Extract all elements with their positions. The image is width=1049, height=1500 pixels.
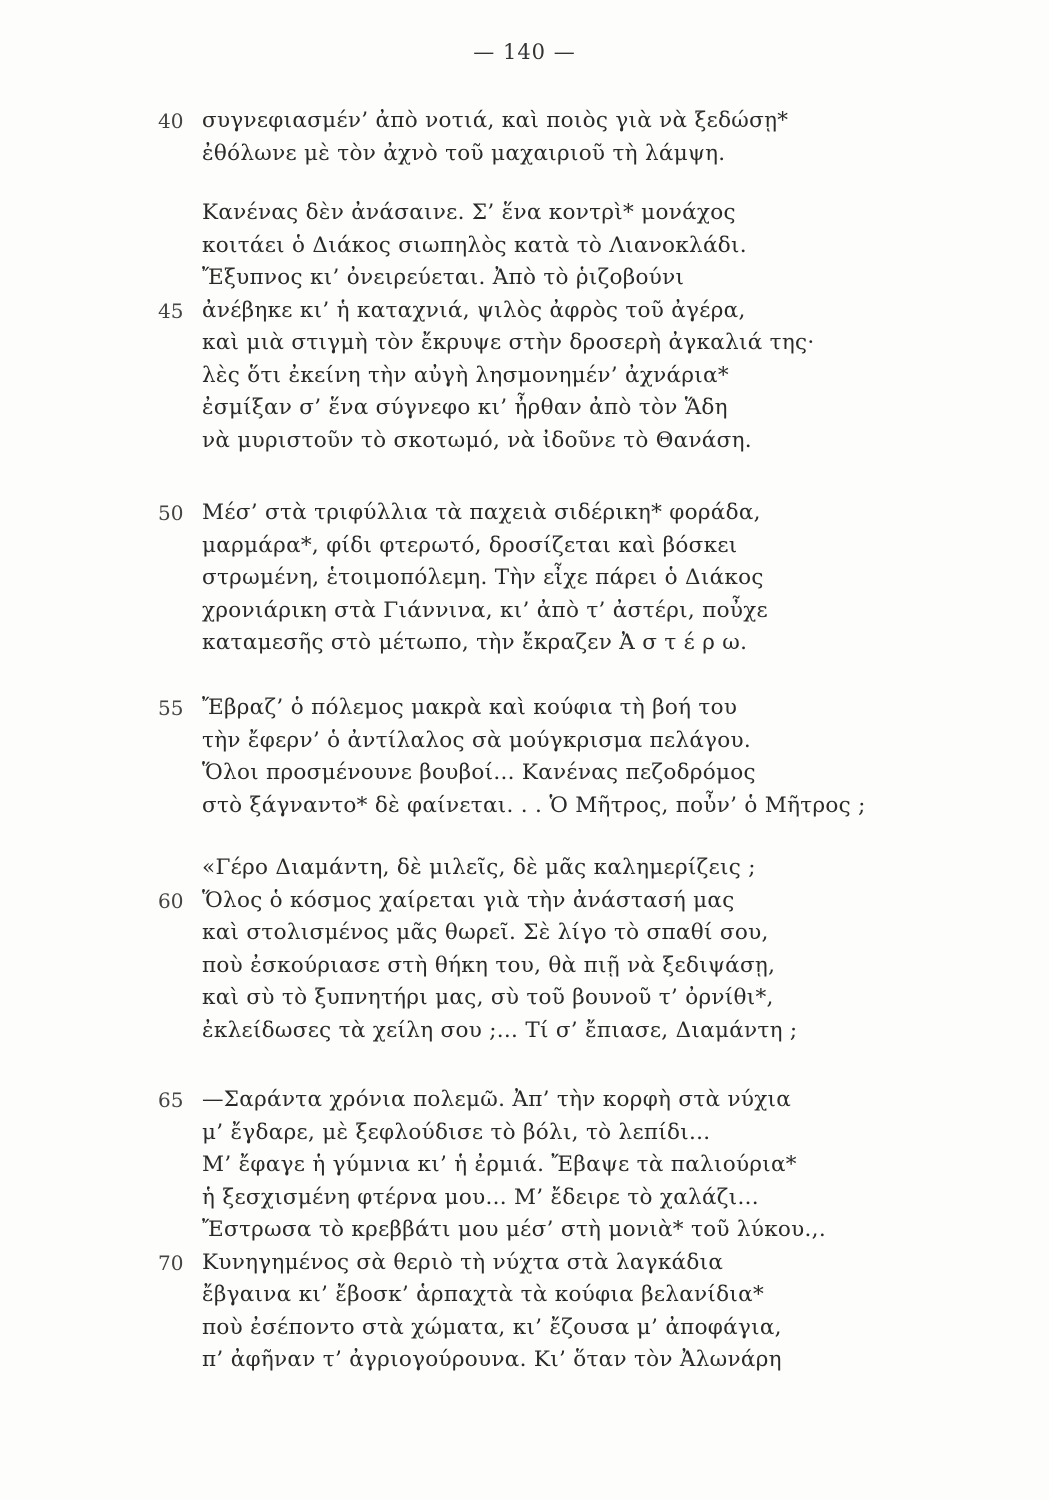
verse-line [0, 1182, 1049, 1215]
verse-line [0, 790, 1049, 823]
line-number: 40 [158, 109, 184, 133]
stanza [0, 852, 1049, 1047]
line-number: 50 [158, 501, 184, 525]
verse-line [0, 692, 1049, 725]
line-number: 55 [158, 696, 184, 720]
verse-line [0, 392, 1049, 425]
stanza [0, 105, 1049, 170]
verse-line [0, 197, 1049, 230]
verse-line [0, 262, 1049, 295]
verse-text: ἀνέβηκε κι’ ἡ καταχνιά, ψιλὸς ἀφρὸς τοῦ ἀγέρα, [202, 297, 746, 323]
verse-text: Ἔβραζ’ ὁ πόλεμος μακρὰ καὶ κούφια τὴ βοή του [202, 695, 738, 720]
verse-line [0, 1279, 1049, 1312]
verse-text: συγνεφιασμέν’ ἀπὸ νοτιά, καὶ ποιὸς γιὰ νὰ ξεδώσῃ* [202, 108, 789, 133]
verse-line [0, 595, 1049, 628]
verse-text: μαρμάρα*, φίδι φτερωτό, δροσίζεται καὶ βόσκει [202, 532, 738, 558]
verse-line [0, 562, 1049, 595]
verse-line [0, 230, 1049, 263]
verse-text: καὶ στολισμένος μᾶς θωρεῖ. Σὲ λίγο τὸ σπαθί σου, [202, 920, 769, 945]
verse-text: Μ’ ἔφαγε ἡ γύμνια κι’ ἡ ἐρμιά. Ἔβαψε τὰ παλιούρια* [202, 1152, 797, 1177]
verse-text: καταμεσῆς στὸ μέτωπο, τὴν ἔκραζεν Ἀ σ τ έ ρ ω. [202, 630, 748, 655]
verse-line [0, 530, 1049, 563]
verse-line [0, 360, 1049, 393]
verse-text: κοιτάει ὁ Διάκος σιωπηλὸς κατὰ τὸ Λιανοκλάδι. [202, 232, 747, 258]
verse-text: Ὅλος ὁ κόσμος χαίρεται γιὰ τὴν ἀνάστασή μας [202, 887, 735, 913]
verse-text: καὶ σὺ τὸ ξυπνητήρι μας, σὺ τοῦ βουνοῦ τ’ ὀρνίθι*, [202, 985, 774, 1010]
line-number: 60 [158, 888, 184, 913]
verse-text: τὴν ἔφερν’ ὁ ἀντίλαλος σὰ μούγκρισμα πελάγου. [202, 727, 752, 753]
verse-line [0, 1344, 1049, 1377]
line-number: 65 [158, 1088, 184, 1112]
verse-text: ἔβγαινα κι’ ἔβοσκ’ ἁρπαχτὰ τὰ κούφια βελανίδια* [202, 1282, 764, 1307]
verse-line [0, 1084, 1049, 1117]
verse-line [0, 1149, 1049, 1182]
verse-line [0, 1214, 1049, 1247]
stanza [0, 197, 1049, 457]
verse-line [0, 1312, 1049, 1345]
verse-text: στὸ ξάγναντο* δὲ φαίνεται. . . Ὁ Μῆτρος, ποὖν’ ὁ Μῆτρος ; [202, 792, 866, 818]
verse-line [0, 1247, 1049, 1280]
stanza [0, 497, 1049, 660]
verse-line [0, 950, 1049, 983]
verse-line [0, 1117, 1049, 1150]
verse-text: ἡ ξεσχισμένη φτέρνα μου... Μ’ ἔδειρε τὸ χαλάζι... [202, 1184, 759, 1210]
verse-text: π’ ἀφῆναν τ’ ἀγριογούρουνα. Κι’ ὅταν τὸν Ἀλωνάρη [202, 1347, 782, 1372]
verse-text: ἐθόλωνε μὲ τὸν ἀχνὸ τοῦ μαχαιριοῦ τὴ λάμψη. [202, 140, 726, 166]
line-number: 70 [158, 1250, 184, 1275]
verse-line [0, 138, 1049, 171]
verse-text: στρωμένη, ἑτοιμοπόλεμη. Τὴν εἶχε πάρει ὁ Διάκος [202, 565, 764, 590]
verse-text: νὰ μυριστοῦν τὸ σκοτωμό, νὰ ἰδοῦνε τὸ Θανάση. [202, 427, 752, 453]
verse-text: λὲς ὅτι ἐκείνη τὴν αὐγὴ λησμονημέν’ ἀχνάρια* [202, 362, 729, 388]
page-number: — 140 — [473, 40, 576, 64]
verse-text: Ἔξυπνος κι’ ὀνειρεύεται. Ἀπὸ τὸ ῥιζοβούνι [202, 265, 685, 290]
verse-text: Κανένας δὲν ἀνάσαινε. Σ’ ἕνα κοντρὶ* μονάχος [202, 200, 736, 225]
verse-text: —Σαράντα χρόνια πολεμῶ. Ἀπ’ τὴν κορφὴ στὰ νύχια [202, 1087, 792, 1112]
verse-line [0, 627, 1049, 660]
verse-text: καὶ μιὰ στιγμὴ τὸν ἔκρυψε στὴν δροσερὴ ἀγκαλιά της· [202, 330, 815, 355]
verse-line [0, 852, 1049, 885]
verse-text: Κυνηγημένος σὰ θεριὸ τὴ νύχτα στὰ λαγκάδια [202, 1249, 724, 1275]
verse-text: Ὅλοι προσμένουνε βουβοί... Κανένας πεζοδρόμος [202, 760, 756, 785]
verse-line [0, 497, 1049, 530]
verse-line [0, 327, 1049, 360]
verse-text: Ἔστρωσα τὸ κρεββάτι μου μέσ’ στὴ μονιὰ* τοῦ λύκου.,. [202, 1217, 826, 1242]
line-number: 45 [158, 298, 184, 323]
verse-text: μ’ ἔγδαρε, μὲ ξεφλούδισε τὸ βόλι, τὸ λεπίδι... [202, 1119, 711, 1145]
verse-line [0, 917, 1049, 950]
verse-line [0, 105, 1049, 138]
verse-line [0, 1015, 1049, 1048]
stanza [0, 1084, 1049, 1377]
verse-text: ἐσμίξαν σ’ ἕνα σύγνεφο κι’ ἦρθαν ἀπὸ τὸν Ἅδη [202, 395, 728, 420]
verse-line [0, 295, 1049, 328]
verse-line [0, 725, 1049, 758]
verse-text: ἐκλείδωσες τὰ χείλη σου ;... Τί σ’ ἔπιασε, Διαμάντη ; [202, 1017, 798, 1043]
stanza [0, 692, 1049, 822]
verse-text: Μέσ’ στὰ τριφύλλια τὰ παχειὰ σιδέρικη* φοράδα, [202, 500, 761, 525]
verse-line [0, 757, 1049, 790]
verse-text: ποὺ ἐσέποντο στὰ χώματα, κι’ ἔζουσα μ’ ἀποφάγια, [202, 1314, 782, 1340]
verse-line [0, 982, 1049, 1015]
verse-text: ποὺ ἐσκούριασε στὴ θήκη του, θὰ πιῇ νὰ ξεδιψάσῃ, [202, 952, 776, 978]
verse-text: «Γέρο Διαμάντη, δὲ μιλεῖς, δὲ μᾶς καλημερίζεις ; [202, 855, 756, 880]
verse-text: χρονιάρικη στὰ Γιάννινα, κι’ ἀπὸ τ’ ἀστέρι, ποὖχε [202, 597, 768, 623]
verse-line [0, 885, 1049, 918]
verse-line [0, 425, 1049, 458]
